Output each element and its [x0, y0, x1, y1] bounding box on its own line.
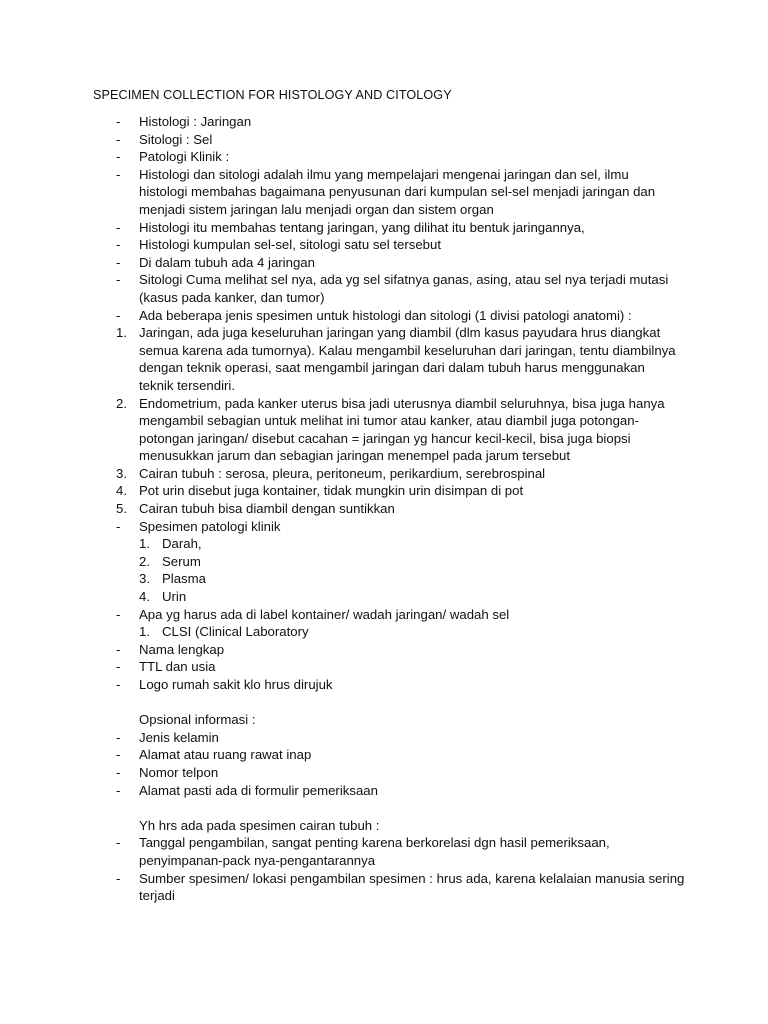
- item-text-line: mengambil sebagian untuk melihat ini tumor atau kanker, atau diambil juga potongan-: [139, 413, 639, 429]
- list-item: [0, 641, 768, 659]
- item-text-line: penyimpanan-pack nya-pengantarannya: [139, 852, 376, 868]
- item-text-line: semua karena ada tumornya). Kalau mengambil keseluruhan dari jaringan, tentu diambilnya: [139, 342, 676, 358]
- bullet-dash: -: [116, 166, 121, 182]
- list-number: 3.: [139, 571, 150, 587]
- list-number: 2.: [139, 553, 150, 569]
- list-item: [0, 658, 768, 676]
- list-item: [0, 676, 768, 694]
- bullet-dash: -: [116, 729, 121, 745]
- list-item: [0, 307, 768, 325]
- item-text-line: Patologi Klinik :: [139, 149, 230, 165]
- item-text-line: Sitologi : Sel: [139, 131, 213, 147]
- item-text-line: Darah,: [162, 536, 202, 552]
- item-text-line: Jenis kelamin: [139, 729, 219, 745]
- list-item: [0, 570, 768, 588]
- list-item: [0, 148, 768, 166]
- list-number: 3.: [116, 465, 127, 481]
- item-text-line: Histologi kumpulan sel-sel, sitologi satu sel tersebut: [139, 237, 441, 253]
- list-item: [0, 219, 768, 237]
- item-text-line: menjadi sistem jaringan lalu menjadi organ dan sistem organ: [139, 201, 494, 217]
- item-text-line: Histologi : Jaringan: [139, 114, 252, 129]
- list-item: [0, 606, 768, 624]
- list-number: 1.: [139, 624, 150, 640]
- item-text-line: Ada beberapa jenis spesimen untuk histologi dan sitologi (1 divisi patologi anatomi) :: [139, 307, 632, 323]
- item-text-line: terjadi: [139, 888, 175, 904]
- item-text-line: Cairan tubuh bisa diambil dengan suntikkan: [139, 501, 395, 517]
- list-item: [0, 535, 768, 553]
- bullet-dash: -: [116, 782, 121, 798]
- bullet-dash: -: [116, 747, 121, 763]
- bullet-dash: -: [116, 307, 121, 323]
- list-number: 5.: [116, 501, 127, 517]
- bullet-dash: -: [116, 219, 121, 235]
- item-text-line: Logo rumah sakit klo hrus dirujuk: [139, 677, 333, 692]
- list-item: [0, 782, 768, 800]
- bullet-dash: -: [116, 641, 121, 657]
- item-text-line: Opsional informasi :: [139, 712, 256, 728]
- document-body: [0, 113, 768, 905]
- list-number: 4.: [116, 483, 127, 499]
- item-text-line: Endometrium, pada kanker uterus bisa jadi uterusnya diambil seluruhnya, bisa juga hanya: [139, 395, 665, 411]
- bullet-dash: -: [116, 606, 121, 622]
- item-text-line: Plasma: [162, 571, 206, 587]
- item-text-line: Alamat pasti ada di formulir pemeriksaan: [139, 782, 378, 798]
- bullet-dash: -: [116, 677, 121, 692]
- bullet-dash: -: [116, 659, 121, 675]
- list-item: [0, 870, 768, 905]
- item-text-line: Serum: [162, 553, 201, 569]
- bullet-dash: -: [116, 149, 121, 165]
- item-text-line: TTL dan usia: [139, 659, 216, 675]
- list-item: [0, 500, 768, 518]
- item-text-line: Urin: [162, 589, 187, 605]
- item-text-line: CLSI (Clinical Laboratory: [162, 624, 309, 640]
- list-item: [0, 254, 768, 272]
- list-item: [0, 588, 768, 606]
- paragraph: [0, 711, 768, 729]
- bullet-dash: -: [116, 870, 121, 886]
- list-item: [0, 729, 768, 747]
- paragraph: [0, 817, 768, 835]
- list-item: [0, 482, 768, 500]
- item-text-line: Apa yg harus ada di label kontainer/ wadah jaringan/ wadah sel: [139, 606, 510, 622]
- list-number: 1.: [116, 325, 127, 341]
- bullet-dash: -: [116, 131, 121, 147]
- list-item: [0, 271, 768, 306]
- item-text-line: Nomor telpon: [139, 764, 219, 780]
- list-item: [0, 324, 768, 394]
- item-text-line: Jaringan, ada juga keseluruhan jaringan yang diambil (dlm kasus payudara hrus diangkat: [139, 325, 661, 341]
- list-item: [0, 236, 768, 254]
- list-item: [0, 553, 768, 571]
- list-item: [0, 746, 768, 764]
- item-text-line: histologi membahas bagaimana penyusunan dari kumpulan sel-sel menjadi jaringan dan: [139, 184, 656, 200]
- item-text-line: Histologi itu membahas tentang jaringan, yang dilihat itu bentuk jaringannya,: [139, 219, 585, 235]
- item-text-line: Histologi dan sitologi adalah ilmu yang mempelajari mengenai jaringan dan sel, ilmu: [139, 166, 629, 182]
- list-item: [0, 131, 768, 149]
- item-text-line: Spesimen patologi klinik: [139, 518, 281, 534]
- item-text-line: Sumber spesimen/ lokasi pengambilan spesimen : hrus ada, karena kelalaian manusia sering: [139, 870, 685, 886]
- item-text-line: (kasus pada kanker, dan tumor): [139, 289, 325, 305]
- bullet-dash: -: [116, 764, 121, 780]
- bullet-dash: -: [116, 237, 121, 253]
- item-text-line: dengan teknik operasi, saat mengambil jaringan dari dalam tubuh harus menggunakan: [139, 360, 645, 376]
- item-text-line: teknik tersendiri.: [139, 377, 236, 393]
- item-text-line: Pot urin disebut juga kontainer, tidak mungkin urin disimpan di pot: [139, 483, 524, 499]
- item-text-line: Yh hrs ada pada spesimen cairan tubuh :: [139, 817, 380, 833]
- list-item: [0, 623, 768, 641]
- list-item: [0, 764, 768, 782]
- list-number: 1.: [139, 536, 150, 552]
- item-text-line: Di dalam tubuh ada 4 jaringan: [139, 254, 315, 270]
- item-text-line: menusukkan jarum dan sebagian jaringan menempel pada jarum tersebut: [139, 448, 571, 464]
- document-title: SPECIMEN COLLECTION FOR HISTOLOGY AND CITOLOGY: [93, 88, 452, 102]
- list-item: [0, 395, 768, 465]
- list-item: [0, 518, 768, 536]
- item-text-line: Alamat atau ruang rawat inap: [139, 747, 312, 763]
- list-item: [0, 166, 768, 219]
- list-item: [0, 465, 768, 483]
- item-text-line: Nama lengkap: [139, 641, 225, 657]
- item-text-line: Cairan tubuh : serosa, pleura, peritoneum, perikardium, serebrospinal: [139, 465, 546, 481]
- list-number: 4.: [139, 589, 150, 605]
- bullet-dash: -: [116, 835, 121, 851]
- item-text-line: potongan jaringan/ disebut cacahan = jaringan yg hancur kecil-kecil, bisa juga biopsi: [139, 430, 631, 446]
- bullet-dash: -: [116, 272, 121, 288]
- list-number: 2.: [116, 395, 127, 411]
- bullet-dash: -: [116, 114, 121, 129]
- blank-line: [0, 799, 768, 817]
- item-text-line: Sitologi Cuma melihat sel nya, ada yg sel sifatnya ganas, asing, atau sel nya terjadi mutasi: [139, 272, 669, 288]
- item-text-line: Tanggal pengambilan, sangat penting karena berkorelasi dgn hasil pemeriksaan,: [139, 835, 610, 851]
- blank-line: [0, 694, 768, 712]
- bullet-dash: -: [116, 254, 121, 270]
- list-item: [0, 113, 768, 131]
- bullet-dash: -: [116, 518, 121, 534]
- list-item: [0, 834, 768, 869]
